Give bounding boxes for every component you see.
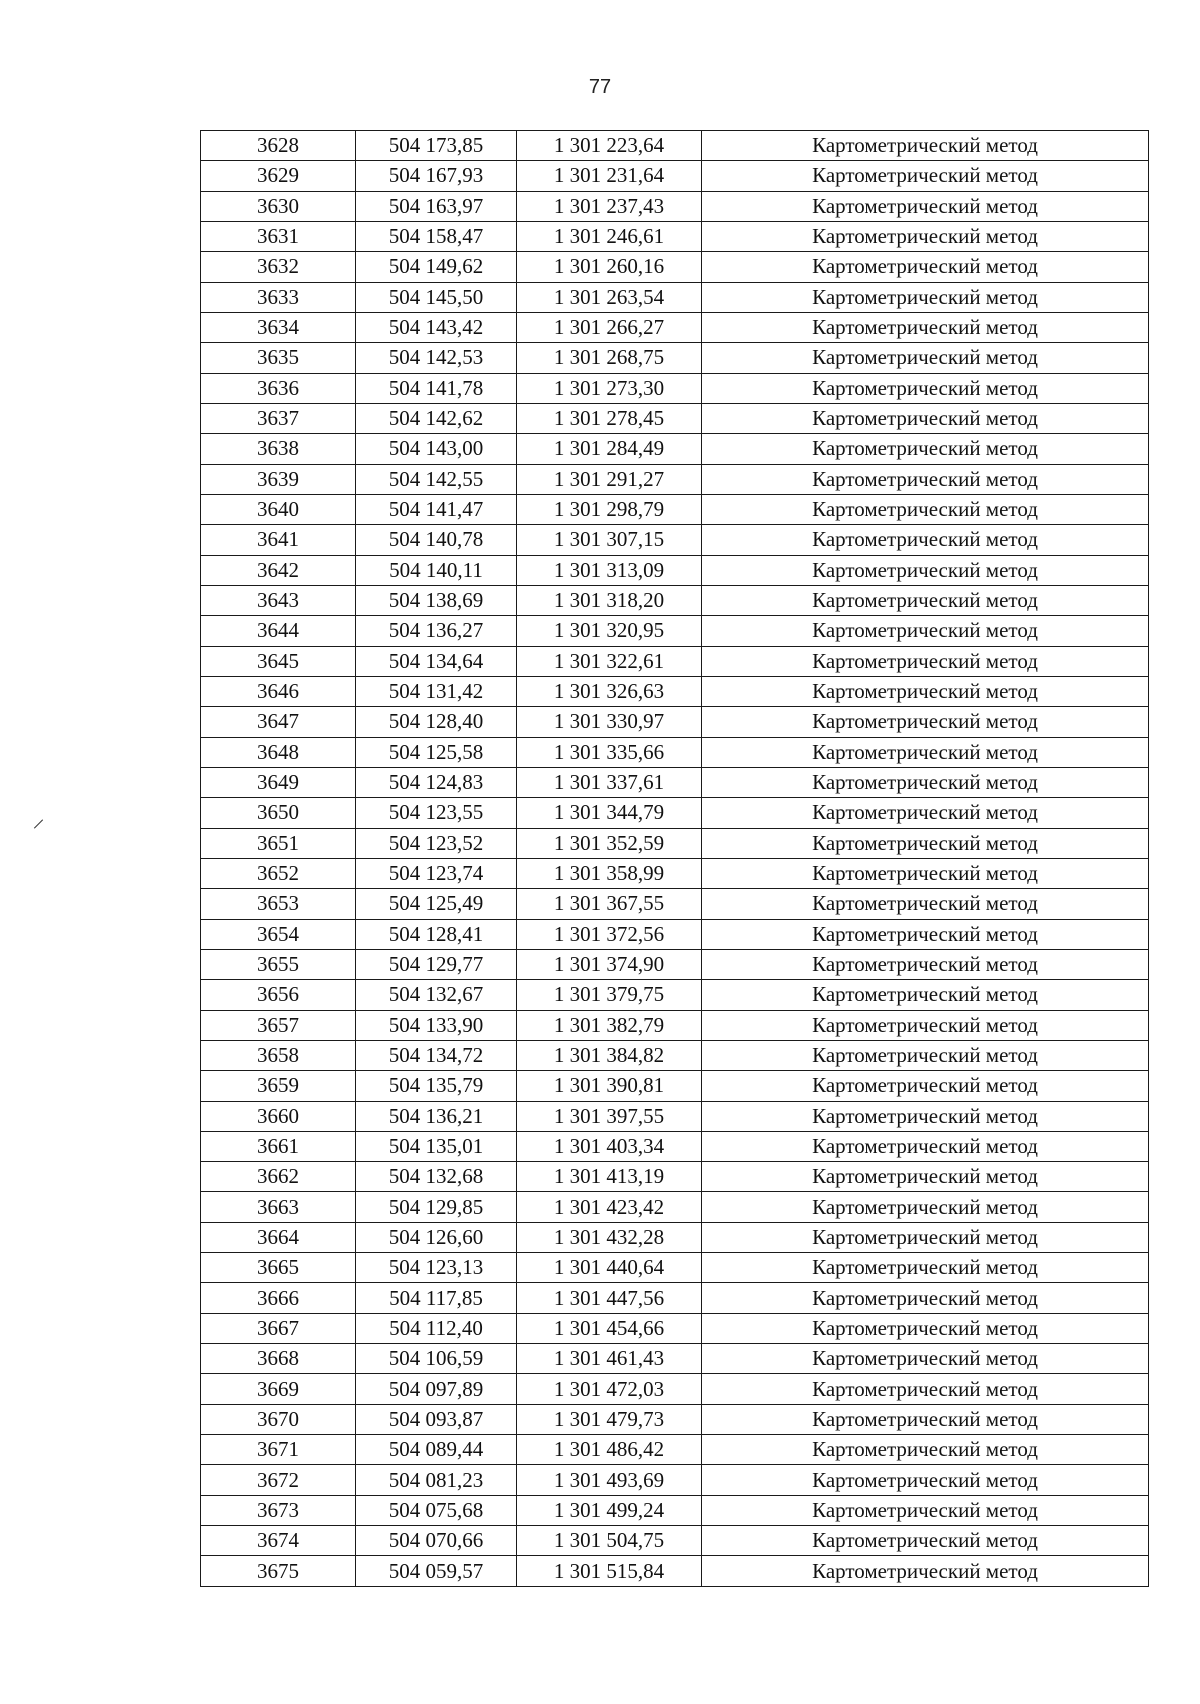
x-coordinate-cell: 504 142,53 [356, 343, 517, 373]
y-coordinate-cell: 1 301 447,56 [517, 1283, 702, 1313]
x-coordinate-cell: 504 128,40 [356, 707, 517, 737]
method-cell: Картометрический метод [702, 616, 1149, 646]
point-number-cell: 3647 [201, 707, 356, 737]
x-coordinate-cell: 504 167,93 [356, 161, 517, 191]
y-coordinate-cell: 1 301 504,75 [517, 1526, 702, 1556]
method-cell: Картометрический метод [702, 737, 1149, 767]
x-coordinate-cell: 504 138,69 [356, 585, 517, 615]
table-row [201, 1404, 1149, 1434]
x-coordinate-cell: 504 136,27 [356, 616, 517, 646]
point-number-cell: 3639 [201, 464, 356, 494]
x-coordinate-cell: 504 129,77 [356, 949, 517, 979]
point-number-cell: 3660 [201, 1101, 356, 1131]
table-row [201, 1040, 1149, 1070]
y-coordinate-cell: 1 301 231,64 [517, 161, 702, 191]
table-row [201, 585, 1149, 615]
y-coordinate-cell: 1 301 413,19 [517, 1162, 702, 1192]
table-row [201, 252, 1149, 282]
table-row [201, 1071, 1149, 1101]
point-number-cell: 3636 [201, 373, 356, 403]
method-cell: Картометрический метод [702, 373, 1149, 403]
method-cell: Картометрический метод [702, 1495, 1149, 1525]
x-coordinate-cell: 504 143,00 [356, 434, 517, 464]
method-cell: Картометрический метод [702, 798, 1149, 828]
method-cell: Картометрический метод [702, 555, 1149, 585]
point-number-cell: 3672 [201, 1465, 356, 1495]
point-number-cell: 3648 [201, 737, 356, 767]
y-coordinate-cell: 1 301 486,42 [517, 1435, 702, 1465]
y-coordinate-cell: 1 301 278,45 [517, 403, 702, 433]
x-coordinate-cell: 504 143,42 [356, 312, 517, 342]
x-coordinate-cell: 504 059,57 [356, 1556, 517, 1586]
y-coordinate-cell: 1 301 322,61 [517, 646, 702, 676]
y-coordinate-cell: 1 301 313,09 [517, 555, 702, 585]
table-row [201, 1101, 1149, 1131]
x-coordinate-cell: 504 140,78 [356, 525, 517, 555]
table-row [201, 403, 1149, 433]
method-cell: Картометрический метод [702, 434, 1149, 464]
x-coordinate-cell: 504 123,52 [356, 828, 517, 858]
point-number-cell: 3644 [201, 616, 356, 646]
table-row [201, 646, 1149, 676]
method-cell: Картометрический метод [702, 1131, 1149, 1161]
method-cell: Картометрический метод [702, 131, 1149, 161]
coordinates-table-body [201, 131, 1149, 1587]
table-row [201, 1435, 1149, 1465]
point-number-cell: 3664 [201, 1222, 356, 1252]
table-row [201, 889, 1149, 919]
x-coordinate-cell: 504 131,42 [356, 676, 517, 706]
y-coordinate-cell: 1 301 461,43 [517, 1344, 702, 1374]
point-number-cell: 3656 [201, 980, 356, 1010]
coordinates-table [200, 130, 1149, 1587]
y-coordinate-cell: 1 301 320,95 [517, 616, 702, 646]
method-cell: Картометрический метод [702, 312, 1149, 342]
point-number-cell: 3645 [201, 646, 356, 676]
method-cell: Картометрический метод [702, 1435, 1149, 1465]
x-coordinate-cell: 504 163,97 [356, 191, 517, 221]
y-coordinate-cell: 1 301 423,42 [517, 1192, 702, 1222]
point-number-cell: 3629 [201, 161, 356, 191]
method-cell: Картометрический метод [702, 1101, 1149, 1131]
method-cell: Картометрический метод [702, 191, 1149, 221]
point-number-cell: 3635 [201, 343, 356, 373]
method-cell: Картометрический метод [702, 1526, 1149, 1556]
point-number-cell: 3670 [201, 1404, 356, 1434]
table-row [201, 1556, 1149, 1586]
y-coordinate-cell: 1 301 384,82 [517, 1040, 702, 1070]
x-coordinate-cell: 504 125,49 [356, 889, 517, 919]
y-coordinate-cell: 1 301 390,81 [517, 1071, 702, 1101]
point-number-cell: 3628 [201, 131, 356, 161]
point-number-cell: 3673 [201, 1495, 356, 1525]
table-row [201, 1374, 1149, 1404]
table-row [201, 191, 1149, 221]
point-number-cell: 3667 [201, 1313, 356, 1343]
x-coordinate-cell: 504 129,85 [356, 1192, 517, 1222]
x-coordinate-cell: 504 145,50 [356, 282, 517, 312]
y-coordinate-cell: 1 301 291,27 [517, 464, 702, 494]
y-coordinate-cell: 1 301 318,20 [517, 585, 702, 615]
table-row [201, 1283, 1149, 1313]
y-coordinate-cell: 1 301 344,79 [517, 798, 702, 828]
y-coordinate-cell: 1 301 440,64 [517, 1253, 702, 1283]
y-coordinate-cell: 1 301 284,49 [517, 434, 702, 464]
method-cell: Картометрический метод [702, 585, 1149, 615]
table-row [201, 221, 1149, 251]
table-row [201, 616, 1149, 646]
y-coordinate-cell: 1 301 403,34 [517, 1131, 702, 1161]
y-coordinate-cell: 1 301 330,97 [517, 707, 702, 737]
y-coordinate-cell: 1 301 273,30 [517, 373, 702, 403]
table-row [201, 555, 1149, 585]
table-row [201, 707, 1149, 737]
x-coordinate-cell: 504 123,13 [356, 1253, 517, 1283]
method-cell: Картометрический метод [702, 1253, 1149, 1283]
x-coordinate-cell: 504 141,78 [356, 373, 517, 403]
y-coordinate-cell: 1 301 515,84 [517, 1556, 702, 1586]
method-cell: Картометрический метод [702, 1010, 1149, 1040]
y-coordinate-cell: 1 301 237,43 [517, 191, 702, 221]
y-coordinate-cell: 1 301 263,54 [517, 282, 702, 312]
point-number-cell: 3630 [201, 191, 356, 221]
x-coordinate-cell: 504 106,59 [356, 1344, 517, 1374]
y-coordinate-cell: 1 301 335,66 [517, 737, 702, 767]
y-coordinate-cell: 1 301 397,55 [517, 1101, 702, 1131]
point-number-cell: 3650 [201, 798, 356, 828]
point-number-cell: 3661 [201, 1131, 356, 1161]
y-coordinate-cell: 1 301 246,61 [517, 221, 702, 251]
table-row [201, 828, 1149, 858]
point-number-cell: 3674 [201, 1526, 356, 1556]
x-coordinate-cell: 504 093,87 [356, 1404, 517, 1434]
method-cell: Картометрический метод [702, 1162, 1149, 1192]
table-row [201, 494, 1149, 524]
method-cell: Картометрический метод [702, 282, 1149, 312]
x-coordinate-cell: 504 128,41 [356, 919, 517, 949]
table-row [201, 282, 1149, 312]
x-coordinate-cell: 504 134,72 [356, 1040, 517, 1070]
method-cell: Картометрический метод [702, 858, 1149, 888]
x-coordinate-cell: 504 123,55 [356, 798, 517, 828]
y-coordinate-cell: 1 301 223,64 [517, 131, 702, 161]
point-number-cell: 3669 [201, 1374, 356, 1404]
x-coordinate-cell: 504 089,44 [356, 1435, 517, 1465]
point-number-cell: 3637 [201, 403, 356, 433]
x-coordinate-cell: 504 142,62 [356, 403, 517, 433]
x-coordinate-cell: 504 081,23 [356, 1465, 517, 1495]
method-cell: Картометрический метод [702, 1071, 1149, 1101]
y-coordinate-cell: 1 301 432,28 [517, 1222, 702, 1252]
x-coordinate-cell: 504 123,74 [356, 858, 517, 888]
y-coordinate-cell: 1 301 268,75 [517, 343, 702, 373]
point-number-cell: 3638 [201, 434, 356, 464]
point-number-cell: 3640 [201, 494, 356, 524]
table-row [201, 980, 1149, 1010]
method-cell: Картометрический метод [702, 889, 1149, 919]
x-coordinate-cell: 504 097,89 [356, 1374, 517, 1404]
method-cell: Картометрический метод [702, 707, 1149, 737]
y-coordinate-cell: 1 301 367,55 [517, 889, 702, 919]
method-cell: Картометрический метод [702, 919, 1149, 949]
point-number-cell: 3632 [201, 252, 356, 282]
table-row [201, 1495, 1149, 1525]
method-cell: Картометрический метод [702, 161, 1149, 191]
table-row [201, 858, 1149, 888]
point-number-cell: 3665 [201, 1253, 356, 1283]
method-cell: Картометрический метод [702, 343, 1149, 373]
method-cell: Картометрический метод [702, 1040, 1149, 1070]
y-coordinate-cell: 1 301 493,69 [517, 1465, 702, 1495]
y-coordinate-cell: 1 301 379,75 [517, 980, 702, 1010]
method-cell: Картометрический метод [702, 494, 1149, 524]
table-row [201, 1253, 1149, 1283]
page-number: 77 [588, 76, 612, 98]
point-number-cell: 3675 [201, 1556, 356, 1586]
point-number-cell: 3634 [201, 312, 356, 342]
method-cell: Картометрический метод [702, 1222, 1149, 1252]
x-coordinate-cell: 504 075,68 [356, 1495, 517, 1525]
table-row [201, 767, 1149, 797]
table-row [201, 525, 1149, 555]
point-number-cell: 3652 [201, 858, 356, 888]
method-cell: Картометрический метод [702, 1465, 1149, 1495]
x-coordinate-cell: 504 141,47 [356, 494, 517, 524]
x-coordinate-cell: 504 140,11 [356, 555, 517, 585]
x-coordinate-cell: 504 134,64 [356, 646, 517, 676]
method-cell: Картометрический метод [702, 828, 1149, 858]
x-coordinate-cell: 504 126,60 [356, 1222, 517, 1252]
method-cell: Картометрический метод [702, 1344, 1149, 1374]
table-row [201, 1465, 1149, 1495]
y-coordinate-cell: 1 301 266,27 [517, 312, 702, 342]
point-number-cell: 3646 [201, 676, 356, 706]
table-row [201, 676, 1149, 706]
method-cell: Картометрический метод [702, 525, 1149, 555]
x-coordinate-cell: 504 133,90 [356, 1010, 517, 1040]
y-coordinate-cell: 1 301 352,59 [517, 828, 702, 858]
point-number-cell: 3655 [201, 949, 356, 979]
table-row [201, 737, 1149, 767]
point-number-cell: 3631 [201, 221, 356, 251]
y-coordinate-cell: 1 301 298,79 [517, 494, 702, 524]
table-row [201, 1162, 1149, 1192]
x-coordinate-cell: 504 136,21 [356, 1101, 517, 1131]
point-number-cell: 3654 [201, 919, 356, 949]
table-row [201, 434, 1149, 464]
y-coordinate-cell: 1 301 472,03 [517, 1374, 702, 1404]
table-row [201, 1313, 1149, 1343]
point-number-cell: 3649 [201, 767, 356, 797]
table-row [201, 373, 1149, 403]
method-cell: Картометрический метод [702, 1374, 1149, 1404]
method-cell: Картометрический метод [702, 676, 1149, 706]
x-coordinate-cell: 504 132,68 [356, 1162, 517, 1192]
x-coordinate-cell: 504 070,66 [356, 1526, 517, 1556]
table-row [201, 312, 1149, 342]
x-coordinate-cell: 504 112,40 [356, 1313, 517, 1343]
table-row [201, 1010, 1149, 1040]
x-coordinate-cell: 504 173,85 [356, 131, 517, 161]
table-row [201, 1131, 1149, 1161]
x-coordinate-cell: 504 132,67 [356, 980, 517, 1010]
point-number-cell: 3651 [201, 828, 356, 858]
point-number-cell: 3642 [201, 555, 356, 585]
method-cell: Картометрический метод [702, 980, 1149, 1010]
y-coordinate-cell: 1 301 307,15 [517, 525, 702, 555]
method-cell: Картометрический метод [702, 1283, 1149, 1313]
method-cell: Картометрический метод [702, 464, 1149, 494]
table-row [201, 131, 1149, 161]
y-coordinate-cell: 1 301 326,63 [517, 676, 702, 706]
x-coordinate-cell: 504 135,01 [356, 1131, 517, 1161]
stray-pen-mark [34, 819, 43, 828]
table-row [201, 161, 1149, 191]
method-cell: Картометрический метод [702, 1313, 1149, 1343]
table-row [201, 1344, 1149, 1374]
method-cell: Картометрический метод [702, 767, 1149, 797]
method-cell: Картометрический метод [702, 221, 1149, 251]
y-coordinate-cell: 1 301 454,66 [517, 1313, 702, 1343]
point-number-cell: 3641 [201, 525, 356, 555]
table-row [201, 949, 1149, 979]
table-row [201, 798, 1149, 828]
point-number-cell: 3633 [201, 282, 356, 312]
table-row [201, 1526, 1149, 1556]
y-coordinate-cell: 1 301 260,16 [517, 252, 702, 282]
point-number-cell: 3657 [201, 1010, 356, 1040]
table-row [201, 1192, 1149, 1222]
point-number-cell: 3659 [201, 1071, 356, 1101]
point-number-cell: 3671 [201, 1435, 356, 1465]
table-row [201, 919, 1149, 949]
y-coordinate-cell: 1 301 374,90 [517, 949, 702, 979]
point-number-cell: 3663 [201, 1192, 356, 1222]
point-number-cell: 3666 [201, 1283, 356, 1313]
point-number-cell: 3668 [201, 1344, 356, 1374]
method-cell: Картометрический метод [702, 252, 1149, 282]
x-coordinate-cell: 504 117,85 [356, 1283, 517, 1313]
table-row [201, 464, 1149, 494]
point-number-cell: 3658 [201, 1040, 356, 1070]
method-cell: Картометрический метод [702, 1404, 1149, 1434]
y-coordinate-cell: 1 301 372,56 [517, 919, 702, 949]
x-coordinate-cell: 504 142,55 [356, 464, 517, 494]
x-coordinate-cell: 504 149,62 [356, 252, 517, 282]
method-cell: Картометрический метод [702, 646, 1149, 676]
y-coordinate-cell: 1 301 382,79 [517, 1010, 702, 1040]
x-coordinate-cell: 504 158,47 [356, 221, 517, 251]
method-cell: Картометрический метод [702, 403, 1149, 433]
point-number-cell: 3653 [201, 889, 356, 919]
y-coordinate-cell: 1 301 358,99 [517, 858, 702, 888]
x-coordinate-cell: 504 125,58 [356, 737, 517, 767]
y-coordinate-cell: 1 301 337,61 [517, 767, 702, 797]
method-cell: Картометрический метод [702, 1556, 1149, 1586]
y-coordinate-cell: 1 301 499,24 [517, 1495, 702, 1525]
table-row [201, 1222, 1149, 1252]
point-number-cell: 3662 [201, 1162, 356, 1192]
table-row [201, 343, 1149, 373]
y-coordinate-cell: 1 301 479,73 [517, 1404, 702, 1434]
method-cell: Картометрический метод [702, 1192, 1149, 1222]
x-coordinate-cell: 504 135,79 [356, 1071, 517, 1101]
method-cell: Картометрический метод [702, 949, 1149, 979]
x-coordinate-cell: 504 124,83 [356, 767, 517, 797]
point-number-cell: 3643 [201, 585, 356, 615]
